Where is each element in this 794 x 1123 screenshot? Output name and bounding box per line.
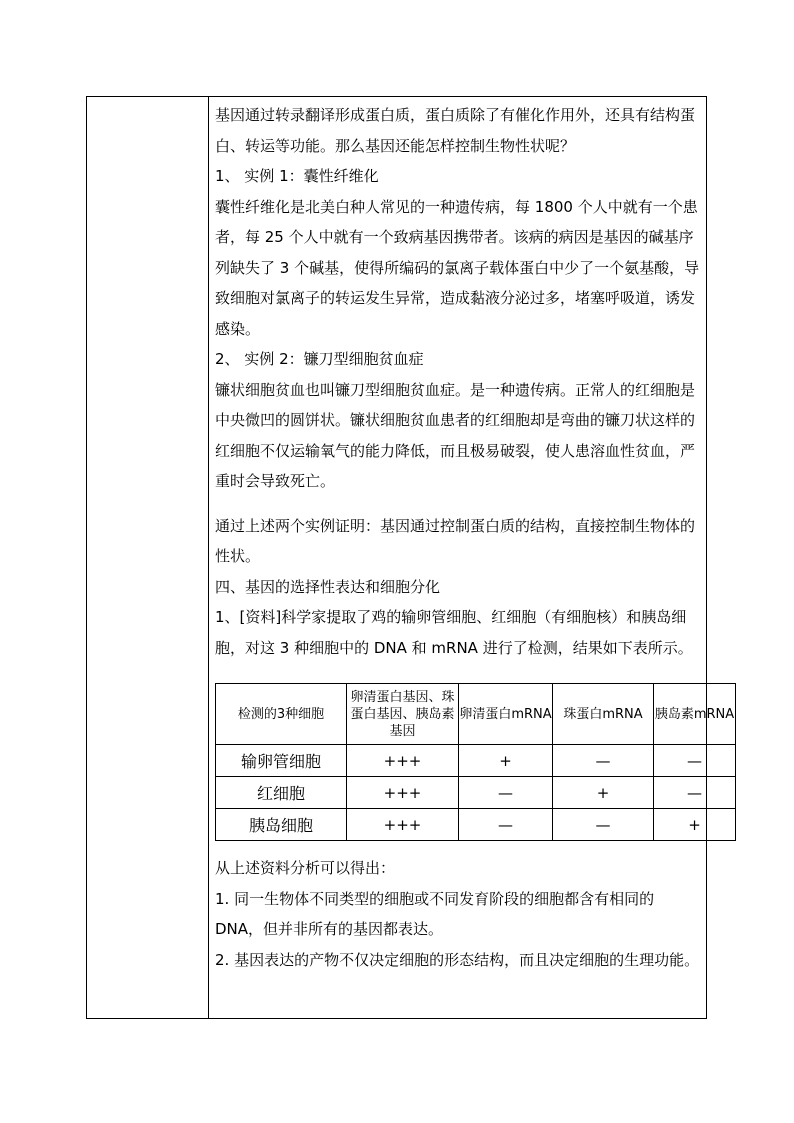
row-label: 胰岛细胞: [216, 809, 347, 841]
material-paragraph: 1、[资料]科学家提取了鸡的输卵管细胞、红细胞（有细胞核）和胰岛细胞，对这 3 种细胞中的 DNA 和 mRNA 进行了检测，结果如下表所示。: [215, 608, 693, 657]
table-cell: +: [459, 745, 553, 777]
table-cell: —: [459, 777, 553, 809]
example-1-heading: 1、 实例 1：囊性纤维化: [215, 167, 379, 185]
section-heading: 四、基因的选择性表达和细胞分化: [215, 577, 441, 596]
analysis-heading: 从上述资料分析可以得出：: [215, 859, 396, 877]
table-cell: —: [459, 809, 553, 841]
table-cell: +++: [347, 745, 459, 777]
table-cell: +++: [347, 777, 459, 809]
conclusion-paragraph: 通过上述两个实例证明：基因通过控制蛋白质的结构，直接控制生物体的性状。: [215, 516, 696, 565]
header-cell: 卵清蛋白mRNA: [459, 684, 553, 745]
intro-paragraph: 基因通过转录翻译形成蛋白质，蛋白质除了有催化作用外，还具有结构蛋白、转运等功能。那么基因还能怎样控制生物性状呢？: [215, 106, 696, 155]
table-row: [216, 777, 736, 809]
table-cell: +: [654, 809, 736, 841]
table-cell: —: [553, 809, 654, 841]
table-cell: —: [654, 777, 736, 809]
layout-table: [86, 96, 735, 1019]
example-2-heading: 2、 实例 2：镰刀型细胞贫血症: [215, 350, 424, 368]
example-1-text: 囊性纤维化是北美白种人常见的一种遗传病，每 1800 个人中就有一个患者，每 25 个人中就有一个致病基因携带者。该病的病因是基因的碱基序列缺失了 3 个碱基，使得所编码的氯离子载体蛋白中少了一个氨基酸，导致细胞对氯离子的转运发生异常，造成黏液分泌过多，堵塞呼吸道，诱发感染。: [215, 197, 700, 338]
example-2-text: 镰状细胞贫血也叫镰刀型细胞贫血症。是一种遗传病。正常人的红细胞是中央微凹的圆饼状。镰状细胞贫血患者的红细胞却是弯曲的镰刀状这样的红细胞不仅运输氧气的能力降低，而且极易破裂，使人患溶血性贫血，严重时会导致死亡。: [215, 380, 696, 490]
table-row: [216, 809, 736, 841]
content-cell: [215, 100, 735, 1016]
column-divider: [208, 97, 209, 1018]
table-cell: +: [553, 777, 654, 809]
row-label: 红细胞: [216, 777, 347, 809]
table-cell: —: [654, 745, 736, 777]
header-cell: 胰岛素mRNA: [654, 684, 736, 745]
table-row: [216, 745, 736, 777]
detection-table: [215, 683, 736, 841]
table-header-row: [216, 684, 736, 745]
header-cell: 珠蛋白mRNA: [553, 684, 654, 745]
table-cell: —: [553, 745, 654, 777]
header-cell: 卵清蛋白基因、珠蛋白基因、胰岛素基因: [347, 684, 459, 745]
analysis-point-2: 2. 基因表达的产物不仅决定细胞的形态结构，而且决定细胞的生理功能。: [215, 950, 700, 969]
row-label: 输卵管细胞: [216, 745, 347, 777]
header-cell: 检测的3种细胞: [216, 684, 347, 745]
analysis-point-1: 1. 同一生物体不同类型的细胞或不同发育阶段的细胞都含有相同的 DNA，但并非所有的基因都表达。: [215, 889, 655, 938]
table-cell: +++: [347, 809, 459, 841]
